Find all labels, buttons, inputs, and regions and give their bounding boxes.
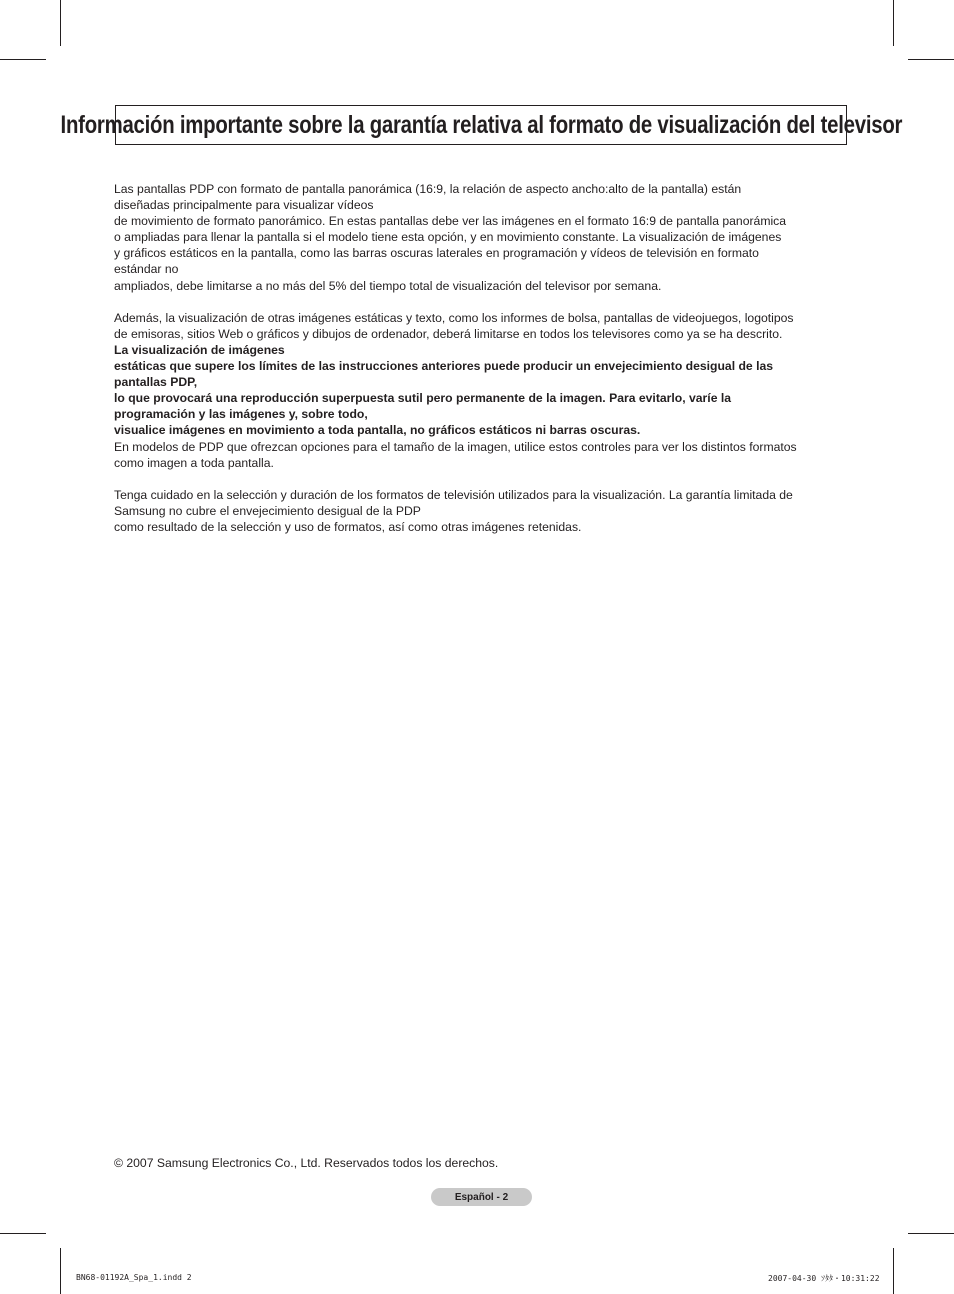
text-line: y gráficos estáticos en la pantalla, como las barras oscuras laterales en programación y vídeos de televisión en formato [114,246,759,261]
crop-mark [0,59,46,60]
text-line: Además, la visualización de otras imágenes estáticas y texto, como los informes de bolsa, pantallas de videojuegos, logotipos [114,310,794,325]
crop-mark [893,0,894,46]
copyright-notice: © 2007 Samsung Electronics Co., Ltd. Reservados todos los derechos. [114,1156,499,1170]
text-line: Samsung no cubre el envejecimiento desigual de la PDP [114,503,421,518]
crop-mark [908,59,954,60]
text-line: lo que provocará una reproducción superpuesta sutil pero permanente de la imagen. Para evitarlo, varíe la [114,391,732,406]
crop-mark [60,0,61,46]
text-line: diseñadas principalmente para visualizar vídeos [114,198,374,213]
text-line: En modelos de PDP que ofrezcan opciones para el tamaño de la imagen, utilice estos controles para ver los distintos formatos [114,439,797,454]
text-line: de emisoras, sitios Web o gráficos y dibujos de ordenador, deberá limitarse en todos los televisores como ya se ha descrito. [114,326,783,341]
text-line: Las pantallas PDP con formato de pantalla panorámica (16:9, la relación de aspecto ancho:alto de la pantalla) están [114,182,742,196]
page-number-badge: Español - 2 [431,1188,532,1206]
text-line: de movimiento de formato panorámico. En estas pantallas debe ver las imágenes en el formato 16:9 de pantalla panorámica [114,214,787,229]
text-line: La visualización de imágenes [114,342,285,357]
slug-right: 2007-04-30 ｿﾀﾀ・10:31:22 [768,1274,880,1283]
text-line: programación y las imágenes y, sobre todo, [114,407,368,422]
slug-left: BN68-01192A_Spa_1.indd 2 [76,1273,192,1282]
text-line: o ampliadas para llenar la pantalla si el modelo tiene esta opción, y en movimiento constante. La visualización de imágenes [114,230,782,245]
text-line: Tenga cuidado en la selección y duración de los formatos de televisión utilizados para la visualización. La garantía limitada de [114,487,793,502]
text-line: pantallas PDP, [114,375,198,390]
crop-mark [908,1233,954,1234]
text-line: estándar no [114,262,179,277]
text-line: como resultado de la selección y uso de formatos, así como otras imágenes retenidas. [114,519,582,534]
text-line: estáticas que supere los límites de las instrucciones anteriores puede producir un envejecimiento desigual de las [114,359,774,374]
text-line: como imagen a toda pantalla. [114,455,274,470]
page-title: Información importante sobre la garantía relativa al formato de visualización del televisor [60,110,902,139]
paragraph-gap [114,294,852,310]
text-line: visualice imágenes en movimiento a toda pantalla, no gráficos estáticos ni barras oscuras. [114,423,641,438]
title-box [60,105,902,145]
crop-mark [60,1248,61,1294]
body-text [114,181,852,535]
crop-mark [0,1233,46,1234]
crop-mark [893,1248,894,1294]
text-line: ampliados, debe limitarse a no más del 5% del tiempo total de visualización del televisor por semana. [114,278,662,293]
paragraph-gap [114,471,852,487]
